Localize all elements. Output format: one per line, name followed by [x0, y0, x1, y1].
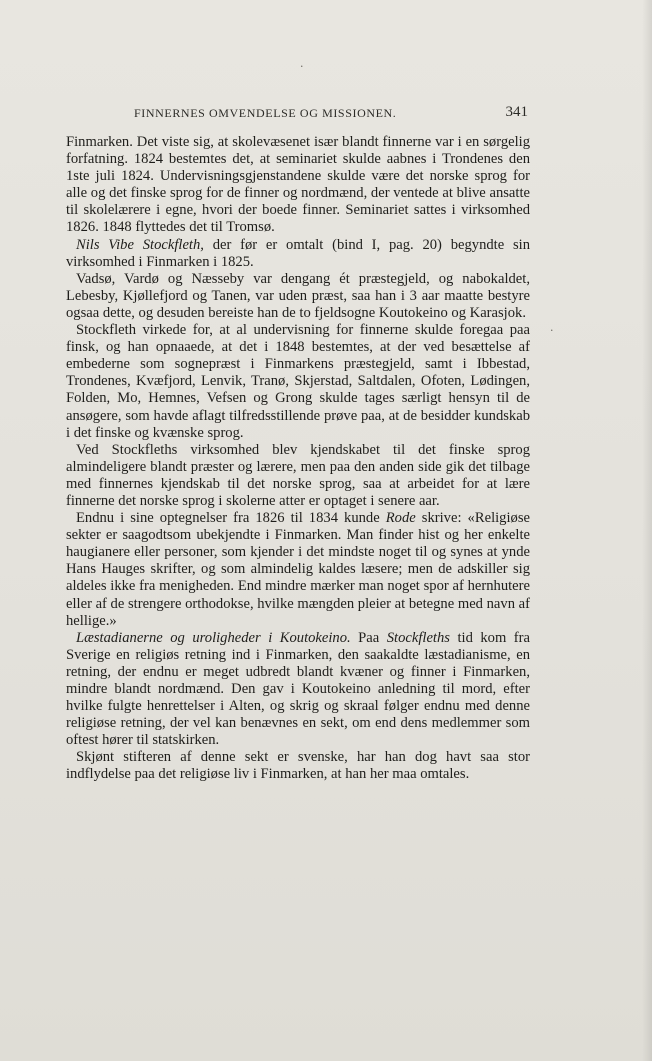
paragraph: [66, 237, 530, 271]
paragraph-text: Endnu i sine optegnelser fra 1826 til 1834 kunde: [76, 510, 386, 527]
paragraph: [66, 630, 530, 750]
italic-text: Læstadianerne og uroligheder i Koutokeino.: [76, 629, 351, 646]
page-number: 341: [505, 104, 528, 120]
paragraph-text: Skjønt stifteren af denne sekt er svenske, har han dog havt saa stor indflydelse paa det religiøse liv i Finmarken, at han her maa omtales.: [66, 749, 530, 783]
paragraph: [66, 134, 530, 237]
body-text: [66, 134, 530, 784]
paragraph-text: skrive: «Religiøse sekter er saagodtsom ubekjendte i Finmarken. Man finder hist og her enkelte haugianere eller personer, som kjender i det mindste noget til og synes at ynde Hans Hauges skrifter, og som almindelig kaldes læsere; men de adskiller sig aldeles ikke fra menigheden. End mindre mærker man noget spor af hernhutere eller af de strengere orthodokse, hvilke mængden pleier at betegne med navn af hellige.»: [66, 510, 530, 629]
paragraph: [66, 749, 530, 783]
paragraph: [66, 271, 530, 322]
paragraph-text: Vadsø, Vardø og Næsseby var dengang ét præstegjeld, og nabokaldet, Lebesby, Kjøllefjord og Tanen, var uden præst, saa han i 3 aar maatte bestyre ogsaa dette, og desuden bereiste han de to fjeldsogne Koutokeino og Karasjok.: [66, 270, 530, 321]
running-title: FINNERNES OMVENDELSE OG MISSIONEN.: [134, 106, 397, 120]
italic-text: Stockfleths: [386, 629, 450, 646]
paragraph: [66, 510, 530, 630]
paragraph-text: tid kom fra Sverige en religiøs retning ind i Finmarken, den saakaldte læstadianisme, en retning, der endnu er meget udbredt blandt kvæner og finner i Finmarken, mindre blandt nordmænd. Den gav i Koutokeino anledning til mord, efter hvilke fulgte henrettelser i Alten, og skrig og skraal følger endnu med denne religiøse retning, der vel kan benævnes en sekt, om end dens medlemmer som oftest hører til statskirken.: [66, 629, 530, 749]
italic-text: Nils Vibe Stockfleth,: [76, 236, 204, 253]
paragraph-text: Paa: [350, 629, 387, 646]
paragraph-text: Finmarken. Det viste sig, at skolevæsenet især blandt finnerne var i en sørgelig forfatning. 1824 bestemtes det, at seminariet skulde aabnes i Trondenes den 1ste juli 1824. Undervisningsgjenstandene skulde være det norske sprog for alle og det finske sprog for de finner og nordmænd, der ventede at blive ansatte til skolelærere i egne, hvori der boede finner. Seminariet sattes i virksomhed 1826. 1848 flyttedes det til Tromsø.: [66, 134, 530, 236]
paragraph-text: Stockfleth virkede for, at al undervisning for finnerne skulde foregaa paa finsk, og han opnaaede, at det i 1848 bestemtes, at der ved besættelse af embederne som sognepræst i Finmarkens præstegjeld, samt i Ibbestad, Trondenes, Kvæfjord, Lenvik, Tranø, Skjerstad, Saltdalen, Ofoten, Lødingen, Folden, Mo, Hemnes, Vefsen og Grong skulde tages særligt hensyn til de ansøgere, som havde aflagt tilfredsstillende prøve paa, at de besidder kundskab i det finske og kvænske sprog.: [66, 322, 530, 441]
paragraph-text: der før er omtalt (bind I, pag. 20) begyndte sin virksomhed i Finmarken i 1825.: [66, 236, 530, 270]
page-header: [66, 104, 528, 124]
italic-text: Rode: [385, 510, 416, 527]
scan-speck: ·: [550, 324, 554, 337]
paragraph: [66, 322, 530, 442]
paragraph-text: Ved Stockfleths virksomhed blev kjendskabet til det finske sprog almindeligere blandt præster og lærere, men paa den anden side gik det tilbage med finnernes kjendskab til det norske sprog, saa at arbeidet for at lære finnerne det norske sprog i skolerne atter er optaget i senere aar.: [66, 441, 530, 509]
page-edge-shadow: [642, 0, 652, 1061]
paragraph: [66, 442, 530, 510]
scan-speck: ·: [300, 60, 304, 73]
